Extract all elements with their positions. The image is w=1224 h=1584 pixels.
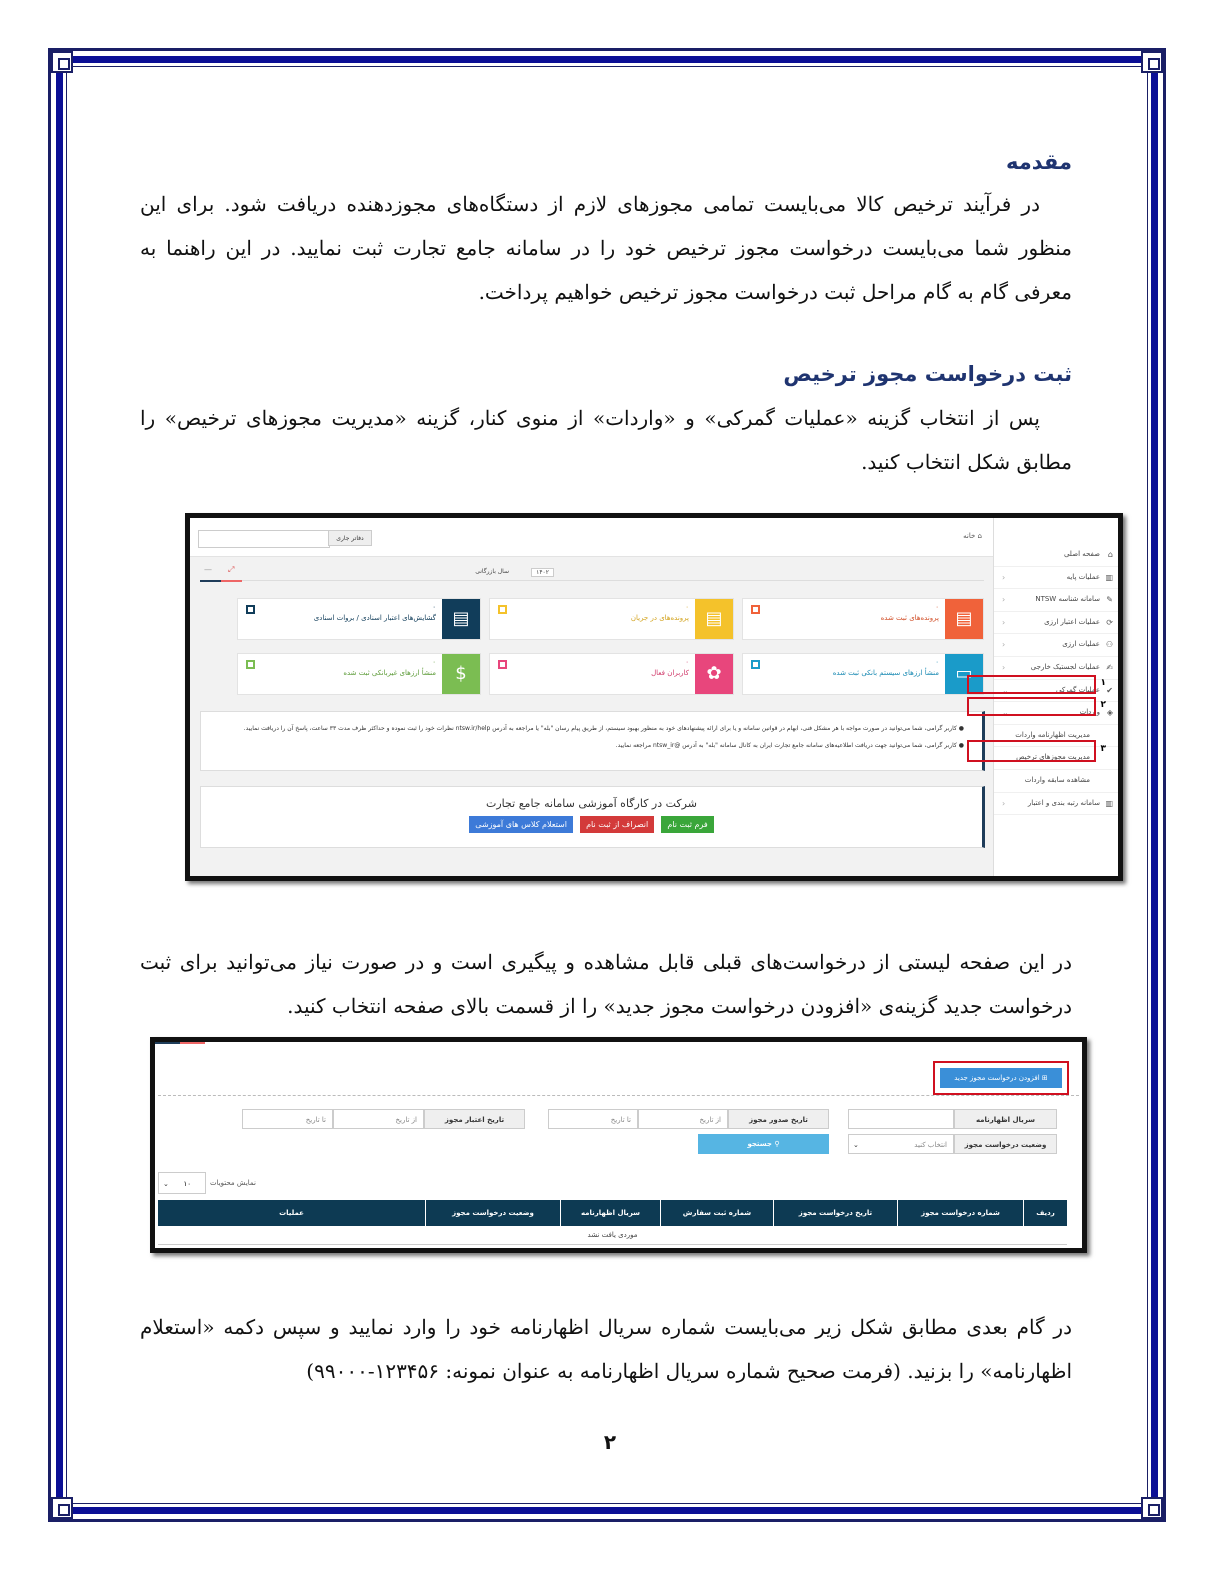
expiry-date-to[interactable]: تا تاریخ (242, 1109, 333, 1129)
column-header[interactable]: ردیف (1023, 1200, 1067, 1226)
sidebar-item-import-history[interactable]: مشاهده سابقه واردات (994, 770, 1118, 793)
breadcrumb[interactable]: ⌂ خانه (963, 532, 982, 540)
search-button[interactable]: دفاتر جاری (328, 530, 372, 546)
empty-table-message: موردی یافت نشد (158, 1226, 1067, 1245)
card-toggle-icon[interactable] (246, 660, 255, 669)
paragraph-introduction: در فرآیند ترخیص کالا می‌بایست تمامی مجوزهای لازم از دستگاه‌های مجوزدهنده دریافت شود. برای این منظور شما می‌بایست درخواست مجوز ترخیص خود را در سامانه جامع تجارت ثبت نمایید. در این راهنما به معرفی گام به گام مراحل ثبت درخواست مجوز ترخیص خواهیم پرداخت. (140, 192, 1072, 304)
refresh-icon: ⟳ (1106, 617, 1113, 627)
column-header[interactable]: سریال اظهارنامه (560, 1200, 660, 1226)
add-permit-request-button[interactable]: ⊞ افزودن درخواست مجوز جدید (940, 1068, 1062, 1088)
table-header (158, 1200, 1067, 1226)
tab-indicator (155, 1042, 205, 1044)
marker-number: ۱ (1100, 678, 1106, 688)
sidebar-item-currency[interactable]: ⚇ عملیات ارزی ‹ (994, 634, 1118, 657)
screenshot-dashboard (185, 513, 1123, 881)
card-toggle-icon[interactable] (751, 605, 760, 614)
stat-card-label: کاربران فعال (651, 669, 689, 677)
stat-card-count: ۰ (935, 603, 939, 611)
stat-card-label: گشایش‌های اعتبار اسنادی / بروات اسنادی (313, 614, 436, 622)
register-button[interactable]: فرم ثبت نام (661, 816, 713, 833)
stat-card-registered-files[interactable] (742, 598, 984, 640)
column-header[interactable]: شماره درخواست مجوز (897, 1200, 1023, 1226)
sidebar-item-currency-credit[interactable]: ⟳ عملیات اعتبار ارزی ‹ (994, 612, 1118, 635)
column-header: عملیات (279, 1209, 304, 1217)
stat-card-label: منشأ ارزهای سیستم بانکی ثبت شده (832, 669, 939, 677)
border-corner (1141, 51, 1163, 73)
chevron-left-icon: ‹ (1002, 572, 1006, 582)
sidebar-item-rating[interactable]: ▥ سامانه رتبه بندی و اعتبار ‹ (994, 793, 1118, 816)
chevron-left-icon: ‹ (1002, 662, 1006, 672)
page-size-label: نمایش محتویات (210, 1179, 256, 1187)
column-header[interactable]: شماره ثبت سفارش (660, 1200, 773, 1226)
edit-icon: ✎ (1106, 595, 1113, 605)
stat-card-count: ۰ (935, 658, 939, 666)
credit-card-icon: ▭ (955, 663, 973, 684)
card-toggle-icon[interactable] (751, 660, 760, 669)
screenshot-permit-list (150, 1037, 1087, 1253)
stat-card-label: منشأ ارزهای غیربانکی ثبت شده (343, 669, 436, 677)
stat-card-count: ۰ (685, 658, 689, 666)
stat-card-count: ۰ (432, 603, 436, 611)
paragraph-request-list: در این صفحه لیستی از درخواست‌های قبلی قابل مشاهده و پیگیری است و در صورت نیاز می‌توانید برای ثبت درخواست جدید گزینه‌ی «افزودن درخواست مجوز جدید» را از قسمت بالای صفحه انتخاب کنید. (140, 950, 1072, 1018)
sidebar-item-logistics[interactable]: ✍ عملیات لجستیک خارجی ‹ (994, 657, 1118, 680)
chevron-down-icon: ⌄ (1002, 685, 1009, 695)
border-corner (1141, 1497, 1163, 1519)
class-inquiry-button[interactable]: استعلام کلاس های آموزشی (469, 816, 573, 833)
notice-channel: ● کاربر گرامی، شما می‌توانید جهت دریافت اطلاعیه‌های سامانه جامع تجارت ایران به کانال سامانه "بله" به آدرس @ntsw_ir مراجعه نمایید. (615, 742, 964, 749)
chevron-down-icon: ⌄ (853, 1141, 859, 1149)
pen-icon: ✍ (1106, 662, 1113, 672)
expiry-date-label: تاریخ اعتبار مجوز (424, 1109, 525, 1129)
check-icon: ✔ (1106, 685, 1113, 695)
page-size-select[interactable]: ۱۰ ⌄ (158, 1172, 206, 1194)
home-icon: ⌂ (975, 532, 982, 540)
card-toggle-icon[interactable] (246, 605, 255, 614)
expiry-date-from[interactable]: از تاریخ (333, 1109, 424, 1129)
search-input[interactable] (198, 530, 330, 548)
column-header[interactable]: وضعیت درخواست مجوز (425, 1200, 560, 1226)
marker-number: ۳ (1100, 744, 1106, 754)
notice-support: ● کاربر گرامی، شما می‌توانید در صورت مواجه با هر مشکل فنی، ابهام در قوانین سامانه و یا برای ارائه پیشنهادهای خود به منظور بهبود سیستم، از طریق پیام رسان "بله" یا مراجعه به آدرس ntsw.ir/help نظرات خود را ثبت نموده و حداکثر ظرف مدت ۳۳ ساعت، پاسخ آن را دریافت نمایید. (243, 725, 964, 732)
paragraph-menu-steps: پس از انتخاب گزینه «عملیات گمرکی» و «واردات» از منوی کنار، گزینه «مدیریت مجوزهای ترخیص» را مطابق شکل انتخاب کنید. (140, 406, 1072, 474)
money-icon: $ (455, 663, 467, 684)
serial-input[interactable] (848, 1109, 954, 1129)
users-icon: ✿ (706, 663, 722, 684)
border-corner (51, 1497, 73, 1519)
workshop-panel (200, 786, 985, 848)
page-number: ۲ (603, 1430, 617, 1454)
currency-icon: ⚇ (1105, 640, 1113, 650)
sidebar-item-customs[interactable]: ✔ عملیات گمرکی ⌄ (994, 680, 1118, 703)
search-button[interactable]: ⚲ جستجو (698, 1134, 829, 1154)
divider (158, 1095, 1079, 1096)
home-icon: ⌂ (1107, 550, 1113, 559)
expand-icon[interactable]: ⤢ (228, 565, 235, 574)
chevron-left-icon: ‹ (1002, 798, 1006, 808)
workshop-title: شرکت در کارگاه آموزشی سامانه جامع تجارت (486, 797, 697, 810)
highlight-imports (967, 697, 1096, 716)
status-label: وضعیت درخواست مجوز (954, 1134, 1057, 1154)
stat-card-non-bank-currency[interactable] (237, 653, 481, 695)
stat-card-in-progress[interactable] (489, 598, 734, 640)
dashboard-main (190, 518, 994, 876)
sidebar-item-home[interactable]: ⌂ صفحه اصلی (994, 544, 1118, 567)
stat-card-active-users[interactable] (489, 653, 734, 695)
minimize-icon[interactable]: — (204, 565, 212, 574)
sidebar-item-basic-operations[interactable]: ▥ عملیات پایه ‹ (994, 567, 1118, 590)
search-icon: ⚲ (771, 1140, 780, 1148)
highlight-customs (967, 675, 1096, 694)
chevron-left-icon: ‹ (1002, 595, 1006, 605)
year-select[interactable]: ۱۴۰۲ (531, 568, 554, 577)
chevron-down-icon: ⌄ (1002, 708, 1009, 718)
stat-card-label: پرونده‌های ثبت شده (880, 614, 939, 622)
chart-icon: ▥ (1105, 798, 1113, 808)
stat-card-label: پرونده‌های در جریان (630, 614, 689, 622)
stat-card-letters-of-credit[interactable] (237, 598, 481, 640)
serial-label: سریال اظهارنامه (954, 1109, 1057, 1129)
issue-date-from[interactable]: از تاریخ (638, 1109, 728, 1129)
issue-date-to[interactable]: تا تاریخ (548, 1109, 638, 1129)
plus-icon: ⊞ (1039, 1074, 1048, 1082)
dashboard-topbar (190, 518, 994, 557)
heading-introduction: مقدمه (1006, 150, 1072, 174)
card-toggle-icon[interactable] (498, 605, 507, 614)
sidebar-item-import-declarations[interactable]: مدیریت اظهارنامه واردات (994, 725, 1118, 748)
stat-card-count: ۰ (685, 603, 689, 611)
stat-card-bank-currency[interactable] (742, 653, 984, 695)
sidebar-item-imports[interactable]: ◈ واردات ⌄ (994, 702, 1118, 725)
list-icon: ▤ (452, 608, 470, 629)
year-bar (200, 564, 984, 581)
stat-card-count: ۰ (432, 658, 436, 666)
year-label: سال بازرگانی (475, 568, 509, 575)
import-icon: ◈ (1106, 708, 1113, 718)
document-body (140, 140, 1072, 484)
issue-date-label: تاریخ صدور مجوز (728, 1109, 829, 1129)
highlight-clearance-permits (967, 740, 1096, 762)
card-toggle-icon[interactable] (498, 660, 507, 669)
cancel-registration-button[interactable]: انصراف از ثبت نام (580, 816, 654, 833)
border-corner (51, 51, 73, 73)
chevron-left-icon: ‹ (1002, 640, 1006, 650)
status-select[interactable]: انتخاب کنید ⌄ (848, 1134, 954, 1154)
tab-indicator (200, 580, 242, 582)
chevron-down-icon: ⌄ (163, 1180, 169, 1188)
chart-icon: ▥ (1105, 572, 1113, 582)
document-icon: ▤ (955, 608, 973, 629)
marker-number: ۲ (1100, 700, 1106, 710)
column-header[interactable]: تاریخ درخواست مجوز (773, 1200, 897, 1226)
paragraph-declaration-serial: در گام بعدی مطابق شکل زیر می‌بایست شماره سریال اظهارنامه خود را وارد نمایید و سپس دکمه «استعلام اظهارنامه» را بزنید. (فرمت صحیح شماره سریال اظهارنامه به عنوان نمونه: ۱۲۳۴۵۶-۹۹۰۰۰) (140, 1315, 1072, 1383)
sidebar-item-clearance-permits[interactable]: مدیریت مجوزهای ترخیص (994, 747, 1118, 770)
sidebar-item-ntsw-id[interactable]: ✎ سامانه شناسه NTSW ‹ (994, 589, 1118, 612)
notice-panel (200, 711, 985, 771)
chevron-left-icon: ‹ (1002, 617, 1006, 627)
heading-clearance-request: ثبت درخواست مجوز ترخیص (783, 362, 1072, 386)
file-icon: ▤ (705, 608, 723, 629)
